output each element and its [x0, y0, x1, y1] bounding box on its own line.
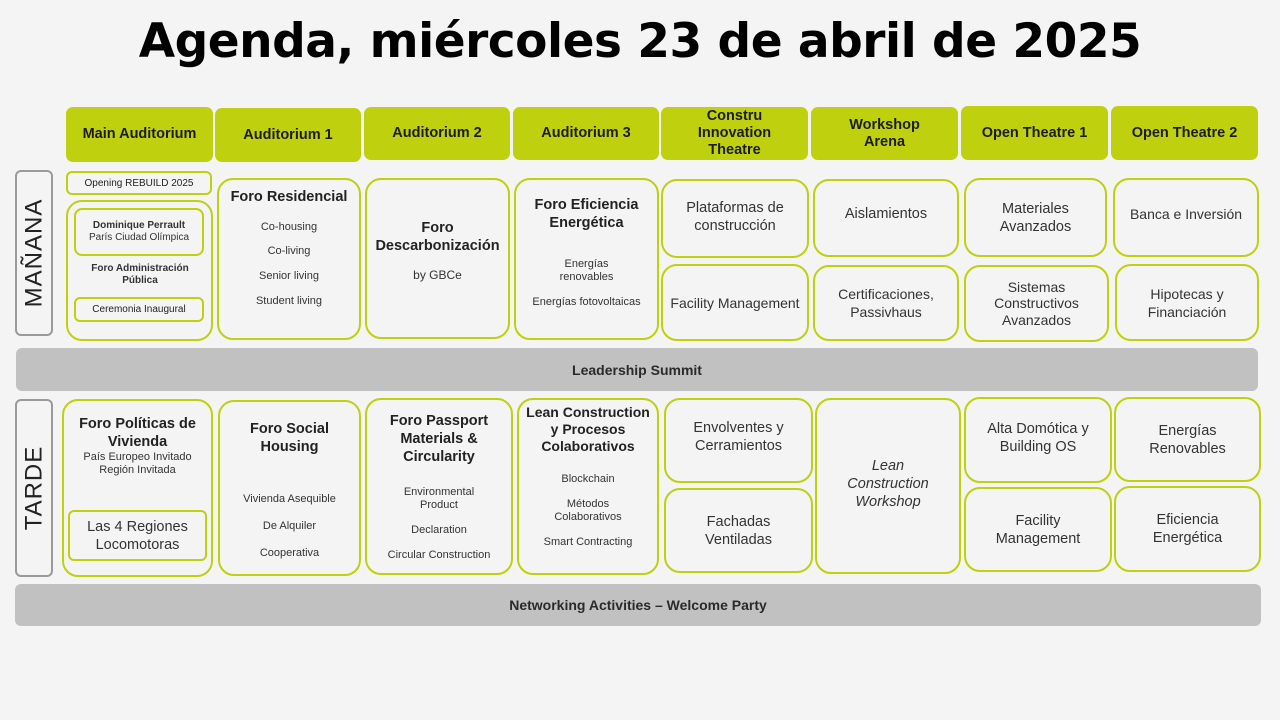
- aislamientos: [813, 179, 959, 257]
- aislamientos-text: Aislamientos: [844, 206, 928, 222]
- item-energias-fotovoltaicas: Energías fotovoltaicas: [532, 296, 641, 308]
- facility-management-afternoon-text: Facility Management: [995, 512, 1081, 547]
- item-circular-construction: Circular Construction: [387, 549, 491, 561]
- lean-construction-title: Lean Construction y Procesos Colaborativos: [526, 404, 650, 454]
- item-environmental-product: Environmental Product: [403, 486, 475, 511]
- room-header-workshop-arena: Workshop Arena: [811, 107, 958, 160]
- foro-social-housing-title: Foro Social Housing: [250, 421, 329, 455]
- session-label-morning: [15, 170, 53, 336]
- facility-management-morning: [661, 264, 809, 341]
- facility-management-afternoon: [964, 487, 1112, 572]
- speaker-box: [74, 208, 204, 256]
- facility-management-text: Facility Management: [670, 294, 800, 311]
- sistemas-constructivos: [964, 265, 1109, 342]
- foro-administracion: Foro Administración Pública: [91, 263, 189, 286]
- foro-eficiencia-title: Foro Eficiencia Energética: [534, 197, 639, 231]
- energias-renovables-text: Energías Renovables: [1149, 422, 1226, 457]
- item-vivienda-asequible: Vivienda Asequible: [243, 493, 336, 505]
- envolventes-text: Envolventes y Cerramientos: [693, 419, 784, 454]
- foro-politicas-title: Foro Políticas de Vivienda: [79, 416, 196, 450]
- energias-renovables: [1114, 397, 1261, 482]
- item-co-housing: Co-housing: [260, 221, 318, 233]
- materiales-avanzados: [964, 178, 1107, 257]
- foro-residencial: [217, 178, 361, 340]
- session-label-afternoon-text: TARDE: [20, 445, 47, 531]
- item-blockchain: Blockchain: [561, 473, 615, 485]
- page-title: Agenda, miércoles 23 de abril de 2025: [138, 14, 1142, 69]
- foro-residencial-title: Foro Residencial: [230, 189, 348, 205]
- networking-text: Networking Activities – Welcome Party: [509, 597, 767, 613]
- cuatro-regiones-text: Las 4 Regiones Locomotoras: [87, 518, 188, 553]
- item-senior-living: Senior living: [259, 270, 319, 282]
- materiales-text: Materiales Avanzados: [999, 200, 1072, 235]
- room-header-main-auditorium: Main Auditorium: [66, 107, 213, 162]
- foro-descarbonizacion-title: Foro Descarbonización: [375, 220, 500, 254]
- room-header-open-theatre-1: Open Theatre 1: [961, 106, 1108, 160]
- session-label-afternoon: [15, 399, 53, 577]
- eficiencia-energetica: [1114, 486, 1261, 572]
- pais-europeo-invitado: País Europeo Invitado: [83, 451, 192, 463]
- room-header-auditorium-1: Auditorium 1: [215, 108, 361, 162]
- banca-inversion: [1113, 178, 1259, 257]
- plataformas-construccion: [661, 179, 809, 258]
- item-co-living: Co-living: [267, 245, 311, 257]
- alta-domotica-text: Alta Domótica y Building OS: [987, 421, 1089, 455]
- room-header-auditorium-2: Auditorium 2: [364, 107, 510, 160]
- foro-descarbonizacion: [365, 178, 510, 339]
- hipotecas-text: Hipotecas y Financiación: [1147, 285, 1227, 320]
- ceremonia-text: Ceremonia Inaugural: [92, 304, 186, 315]
- item-de-alquiler: De Alquiler: [262, 520, 317, 532]
- session-label-morning-text: MAÑANA: [20, 198, 47, 308]
- item-cooperativa: Cooperativa: [259, 547, 320, 559]
- by-gbce: by GBCe: [413, 268, 462, 282]
- sistemas-text: Sistemas Constructivos Avanzados: [994, 278, 1079, 328]
- certificaciones-text: Certificaciones, Passivhaus: [838, 286, 934, 320]
- foro-passport-title: Foro Passport Materials & Circularity: [389, 413, 489, 465]
- item-smart-contracting: Smart Contracting: [543, 536, 633, 548]
- plataformas-text: Plataformas de construcción: [686, 199, 784, 234]
- leadership-summit-band: [16, 348, 1258, 391]
- speaker-name: Dominique Perrault: [92, 220, 186, 231]
- speaker-subtitle: París Ciudad Olímpica: [88, 232, 190, 243]
- item-energias-renovables: Energías renovables: [559, 258, 614, 283]
- lean-workshop-text: Lean Construction Workshop: [847, 458, 929, 510]
- fachadas-text: Fachadas Ventiladas: [705, 513, 772, 548]
- networking-band: [15, 584, 1261, 626]
- room-header-auditorium-3: Auditorium 3: [513, 107, 659, 160]
- certificaciones-passivhaus: [813, 265, 959, 341]
- room-header-constru-innovation-theatre: Constru Innovation Theatre: [661, 107, 808, 160]
- leadership-summit-text: Leadership Summit: [572, 361, 702, 378]
- lean-construction-workshop: [815, 398, 961, 574]
- envolventes-cerramientos: [664, 398, 813, 483]
- item-metodos-colaborativos: Métodos Colaborativos: [554, 498, 622, 523]
- hipotecas-financiacion: [1115, 264, 1259, 341]
- item-declaration: Declaration: [411, 524, 467, 536]
- room-header-open-theatre-2: Open Theatre 2: [1111, 106, 1258, 160]
- alta-domotica: [964, 397, 1112, 483]
- lean-construction-procesos: [517, 398, 659, 575]
- ceremonia-inaugural: [74, 297, 204, 322]
- foro-social-housing: [218, 400, 361, 576]
- banca-text: Banca e Inversión: [1129, 206, 1243, 222]
- eficiencia-energetica-text: Eficiencia Energética: [1152, 512, 1223, 546]
- opening-rebuild: [66, 171, 212, 195]
- cuatro-regiones-locomotoras: [68, 510, 207, 561]
- item-student-living: Student living: [255, 295, 323, 307]
- fachadas-ventiladas: [664, 488, 813, 573]
- foro-eficiencia-energetica: [514, 178, 659, 340]
- opening-text: Opening REBUILD 2025: [84, 177, 194, 189]
- foro-passport-materials: [365, 398, 513, 575]
- region-invitada: Región Invitada: [99, 464, 176, 476]
